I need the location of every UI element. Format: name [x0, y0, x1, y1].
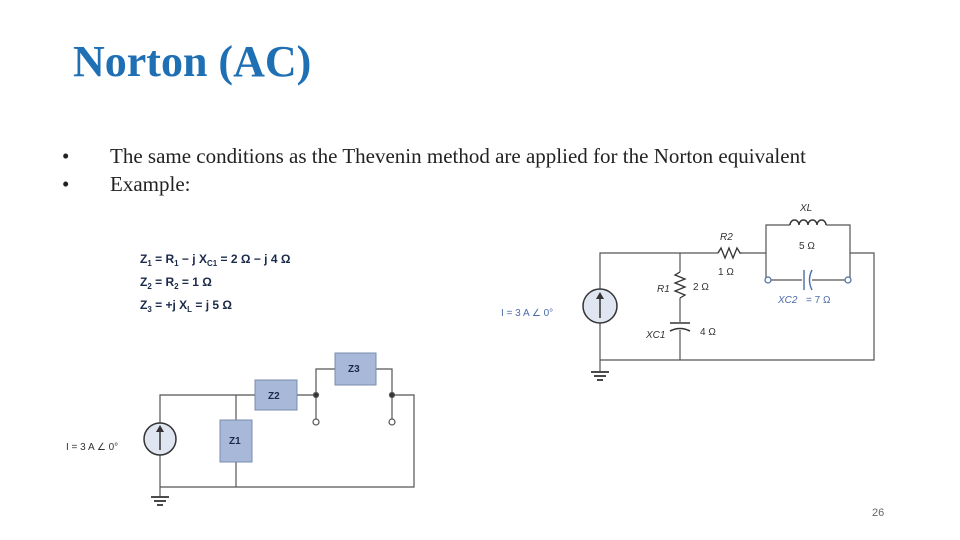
right-source-label: I = 3 A ∠ 0° — [501, 308, 554, 319]
xc1-name: XC1 — [646, 330, 666, 341]
r2-name: R2 — [720, 232, 733, 243]
current-source-icon — [144, 423, 176, 455]
wire — [297, 369, 335, 395]
xc2-name: XC2 — [778, 295, 798, 306]
impedance-z2 — [255, 380, 297, 410]
xc2-value: = 7 Ω — [806, 295, 831, 306]
wire — [600, 225, 874, 360]
xl-name: XL — [800, 203, 813, 214]
svg-text:Z3: Z3 — [348, 364, 360, 375]
r1-value: 2 Ω — [693, 282, 709, 293]
bullet-symbol: • — [62, 172, 70, 196]
impedance-equations — [140, 252, 291, 314]
slide-title: Norton (AC) — [73, 37, 312, 86]
terminal-icon — [313, 393, 395, 426]
r2-value: 1 Ω — [718, 267, 734, 278]
bullet-symbol: • — [62, 144, 70, 168]
r1-name: R1 — [657, 284, 670, 295]
equation-z2: $Z_2 = R_2 = 1$ Ω — [140, 275, 212, 291]
svg-text:Z2: Z2 — [268, 391, 280, 402]
svg-text:Z1: Z1 — [229, 436, 241, 447]
bullet-text: The same conditions as the Thevenin method are applied for the Norton equivalent — [110, 144, 806, 168]
bullet-text: Example: — [110, 172, 191, 196]
impedance-z3 — [335, 353, 376, 385]
current-source-icon — [583, 289, 617, 323]
page-number: 26 — [872, 507, 885, 519]
xc1-value: 4 Ω — [700, 327, 716, 338]
equation-z1: $Z_1 = R_1 - j$ $X_{C1} = 2$ Ω − j 4 Ω — [140, 252, 291, 268]
inductor-xl-icon — [790, 220, 826, 225]
capacitor-xc1-icon — [670, 323, 690, 331]
left-source-label: I = 3 A ∠ 0° — [66, 442, 119, 453]
wire — [160, 395, 255, 423]
impedance-z1 — [220, 420, 252, 462]
resistor-r1-icon — [675, 272, 685, 298]
ground-icon — [591, 372, 609, 380]
capacitor-xc2-icon — [804, 270, 812, 290]
equation-z3: $Z_3 = +j$ $X_L = j$ 5 Ω — [140, 298, 233, 314]
wire — [742, 225, 790, 253]
resistor-r2-icon — [718, 248, 742, 258]
xl-value: 5 Ω — [799, 241, 815, 252]
ground-icon — [151, 497, 169, 505]
